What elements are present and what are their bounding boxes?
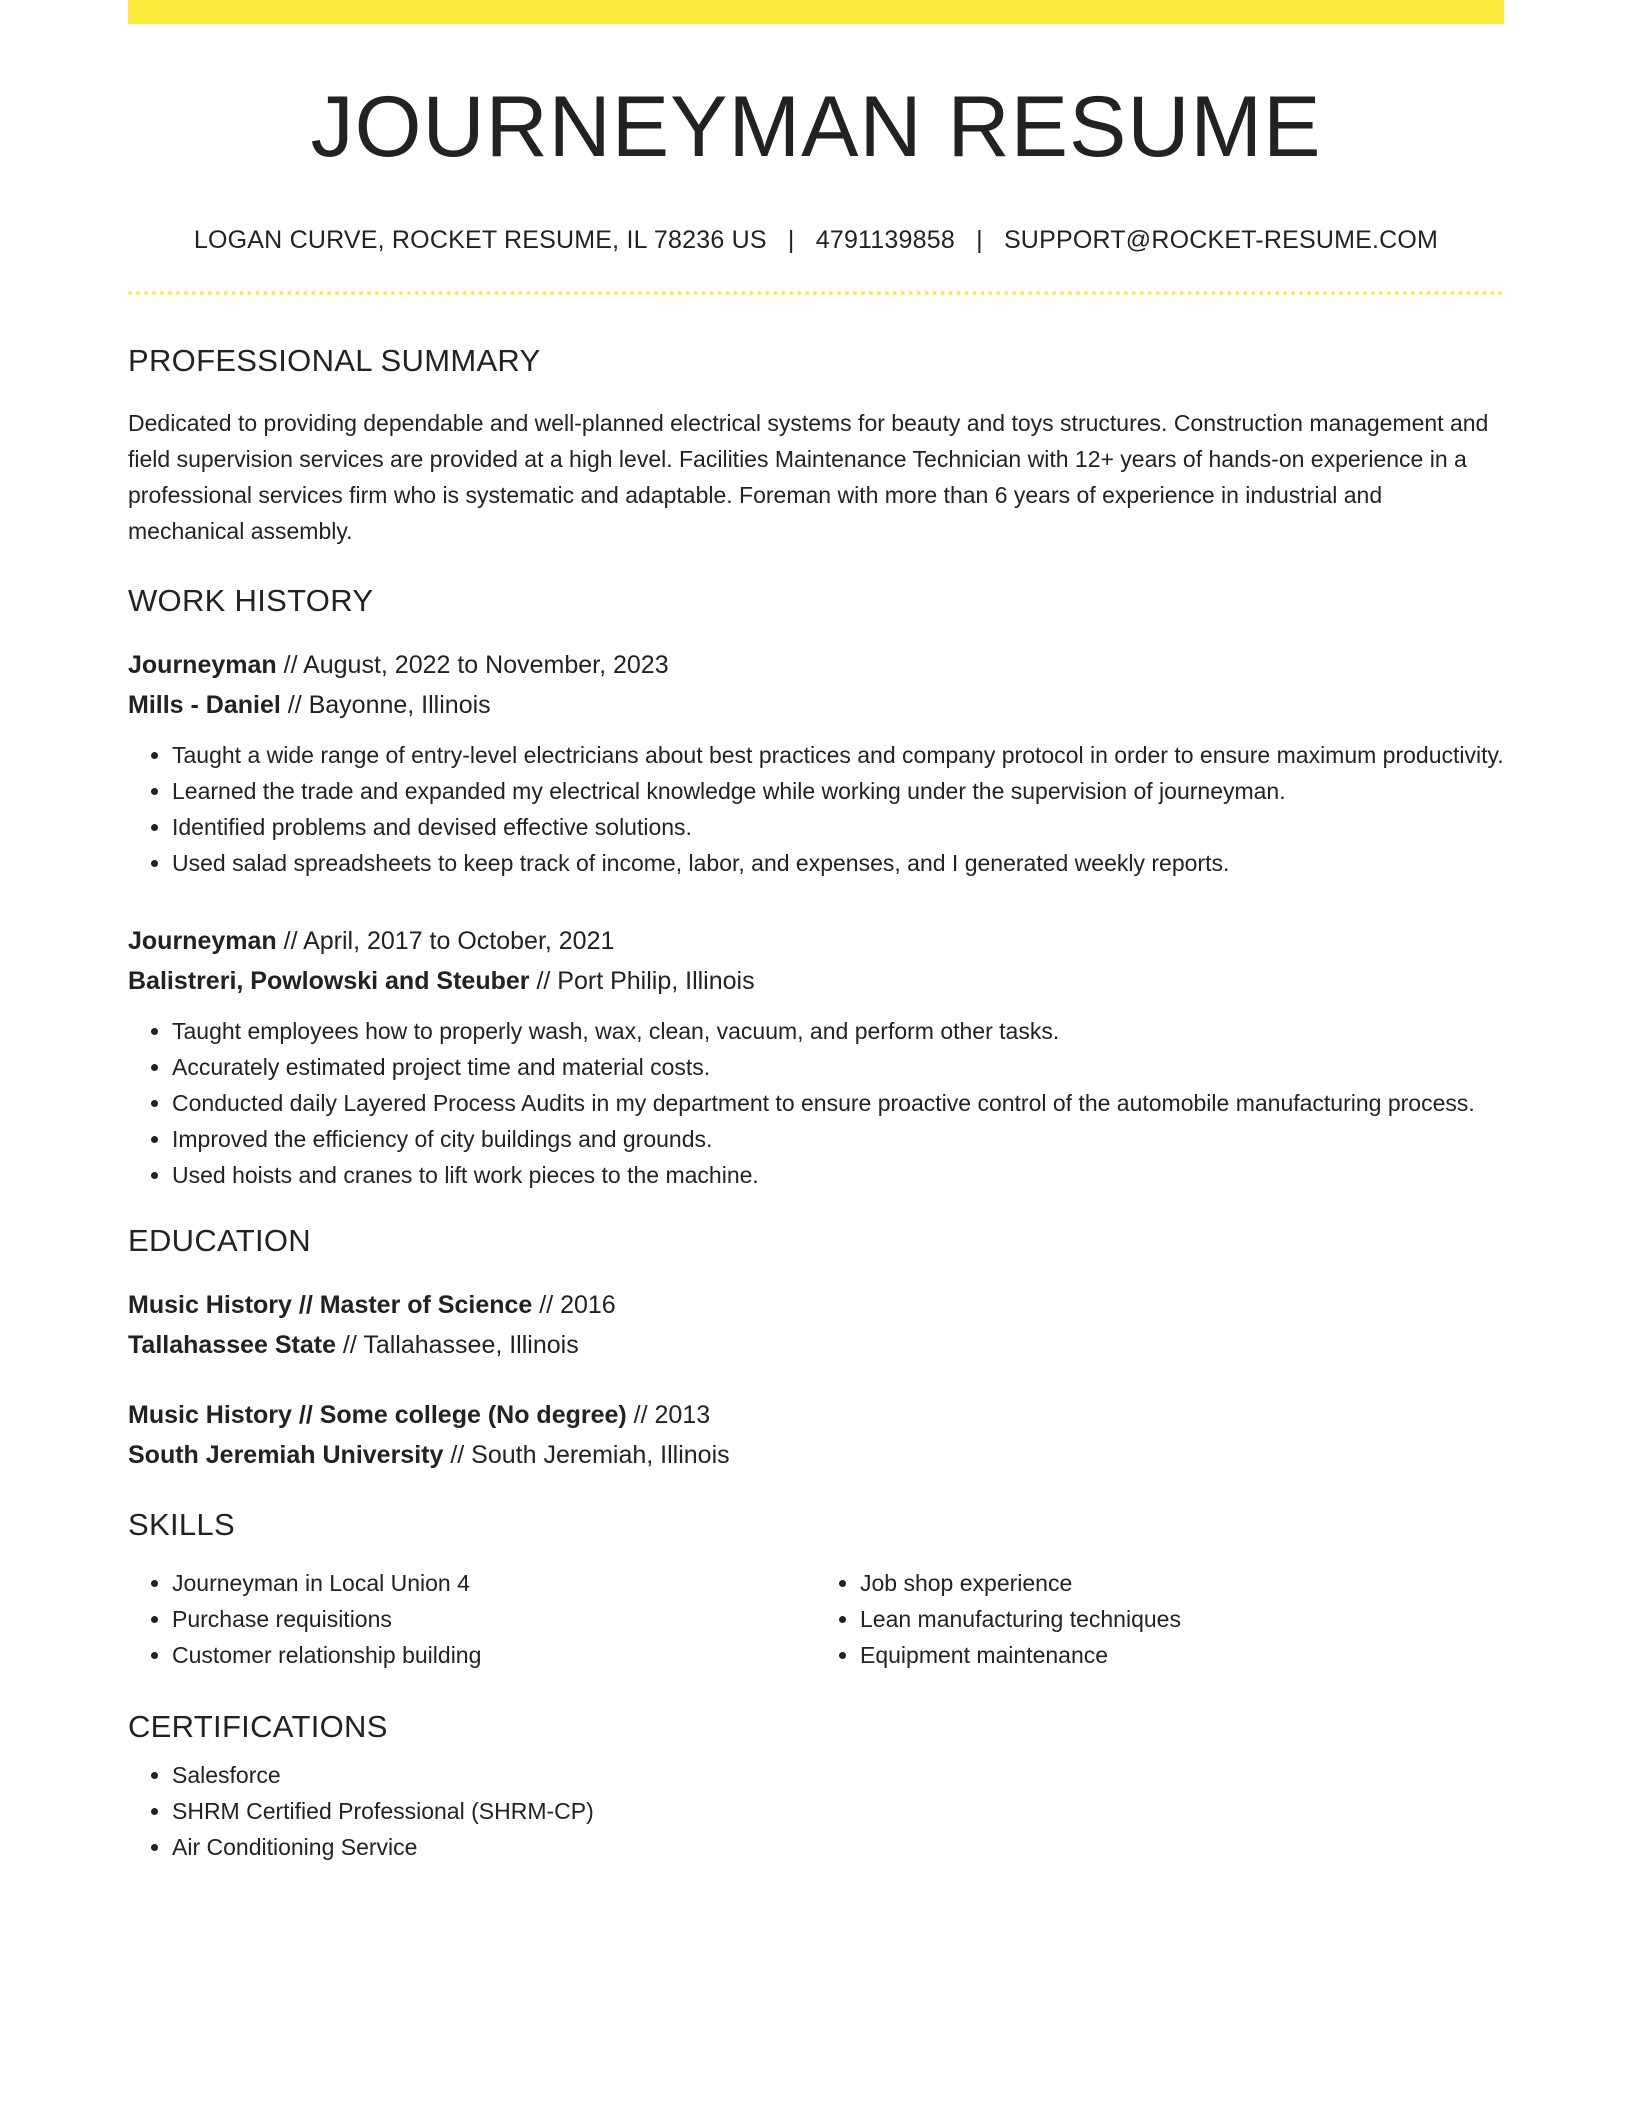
section-title-education: EDUCATION bbox=[128, 1223, 311, 1258]
skill-item: • Job shop experience bbox=[860, 1565, 1504, 1601]
certification-item: • SHRM Certified Professional (SHRM-CP) bbox=[172, 1793, 1504, 1829]
summary-paragraph: Dedicated to providing dependable and well-planned electrical systems for beauty and toys structures. Construction management and field supervision services are provided at a high level. Facilities Maintenance Technician with 12+ years of hands-on experience in a professional services firm who is systematic and adaptable. Foreman with more than 6 years of experience in industrial and mechanical assembly. bbox=[128, 410, 1489, 544]
accent-top-bar bbox=[128, 0, 1504, 24]
education-year: // 2016 bbox=[532, 1291, 616, 1319]
job-location: // Port Philip, Illinois bbox=[529, 967, 755, 995]
resume-title: JOURNEYMAN RESUME bbox=[310, 79, 1322, 175]
job-bullet: • Taught employees how to properly wash, wax, clean, vacuum, and perform other tasks. bbox=[172, 1013, 1504, 1049]
certifications-list bbox=[128, 1757, 1504, 1865]
skill-item: • Customer relationship building bbox=[172, 1637, 816, 1673]
contact-address: LOGAN CURVE, ROCKET RESUME, IL 78236 US bbox=[193, 226, 767, 254]
job-title-line bbox=[128, 921, 1504, 961]
section-title-skills: SKILLS bbox=[128, 1507, 235, 1542]
job-company-line bbox=[128, 685, 1504, 725]
education-degree: Music History // Master of Science bbox=[128, 1291, 533, 1319]
job-position: Journeyman bbox=[128, 651, 277, 679]
contact-line bbox=[128, 226, 1504, 255]
job-company: Balistreri, Powlowski and Steuber bbox=[128, 967, 530, 995]
job-bullet: • Identified problems and devised effective solutions. bbox=[172, 809, 1504, 845]
job-dates: // April, 2017 to October, 2021 bbox=[276, 927, 615, 955]
education-entry bbox=[128, 1395, 1504, 1475]
job-bullets bbox=[128, 1013, 1504, 1193]
certification-item: • Air Conditioning Service bbox=[172, 1829, 1504, 1865]
resume-page bbox=[128, 0, 1504, 1865]
education-location: // South Jeremiah, Illinois bbox=[443, 1441, 730, 1469]
education-location: // Tallahassee, Illinois bbox=[335, 1331, 579, 1359]
job-bullets bbox=[128, 737, 1504, 881]
job-bullet: • Used hoists and cranes to lift work pieces to the machine. bbox=[172, 1157, 1504, 1193]
education-degree-line bbox=[128, 1285, 1504, 1325]
skills-list-right bbox=[816, 1565, 1504, 1673]
header-divider bbox=[128, 291, 1504, 295]
section-title-certifications: CERTIFICATIONS bbox=[128, 1709, 388, 1744]
job-bullet: • Improved the efficiency of city buildings and grounds. bbox=[172, 1121, 1504, 1157]
job-bullet: • Learned the trade and expanded my electrical knowledge while working under the supervision of journeyman. bbox=[172, 773, 1504, 809]
education-school-line bbox=[128, 1435, 1504, 1475]
education-year: // 2013 bbox=[626, 1401, 711, 1429]
job-bullet: • Conducted daily Layered Process Audits in my department to ensure proactive control of the automobile manufacturing process. bbox=[172, 1085, 1504, 1121]
skills-columns bbox=[128, 1565, 1504, 1673]
certification-item: • Salesforce bbox=[172, 1757, 1504, 1793]
job-location: // Bayonne, Illinois bbox=[280, 691, 491, 719]
skill-item: • Journeyman in Local Union 4 bbox=[172, 1565, 816, 1601]
skills-list-left bbox=[128, 1565, 816, 1673]
skill-item: • Purchase requisitions bbox=[172, 1601, 816, 1637]
education-school: Tallahassee State bbox=[128, 1331, 336, 1359]
education-degree-line bbox=[128, 1395, 1504, 1435]
job-dates: // August, 2022 to November, 2023 bbox=[276, 651, 669, 679]
job-bullet: • Taught a wide range of entry-level electricians about best practices and company protocol in order to ensure maximum productivity. bbox=[172, 737, 1504, 773]
contact-phone: 4791139858 bbox=[815, 226, 955, 254]
section-title-summary: PROFESSIONAL SUMMARY bbox=[128, 343, 541, 378]
job-company-line bbox=[128, 961, 1504, 1001]
job-entry bbox=[128, 921, 1504, 1193]
education-degree: Music History // Some college (No degree) bbox=[128, 1401, 627, 1429]
skill-item: • Lean manufacturing techniques bbox=[860, 1601, 1504, 1637]
education-school: South Jeremiah University bbox=[128, 1441, 444, 1469]
job-entry bbox=[128, 645, 1504, 881]
education-entry bbox=[128, 1285, 1504, 1365]
job-title-line bbox=[128, 645, 1504, 685]
contact-separator: | bbox=[976, 226, 983, 254]
skill-item: • Equipment maintenance bbox=[860, 1637, 1504, 1673]
education-school-line bbox=[128, 1325, 1504, 1365]
job-bullet: • Used salad spreadsheets to keep track of income, labor, and expenses, and I generated weekly reports. bbox=[172, 845, 1504, 881]
contact-separator: | bbox=[787, 226, 795, 254]
job-position: Journeyman bbox=[128, 927, 277, 955]
job-company: Mills - Daniel bbox=[128, 691, 281, 719]
section-title-work-history: WORK HISTORY bbox=[128, 583, 374, 618]
contact-email: SUPPORT@ROCKET-RESUME.COM bbox=[1003, 226, 1439, 254]
job-bullet: • Accurately estimated project time and material costs. bbox=[172, 1049, 1504, 1085]
